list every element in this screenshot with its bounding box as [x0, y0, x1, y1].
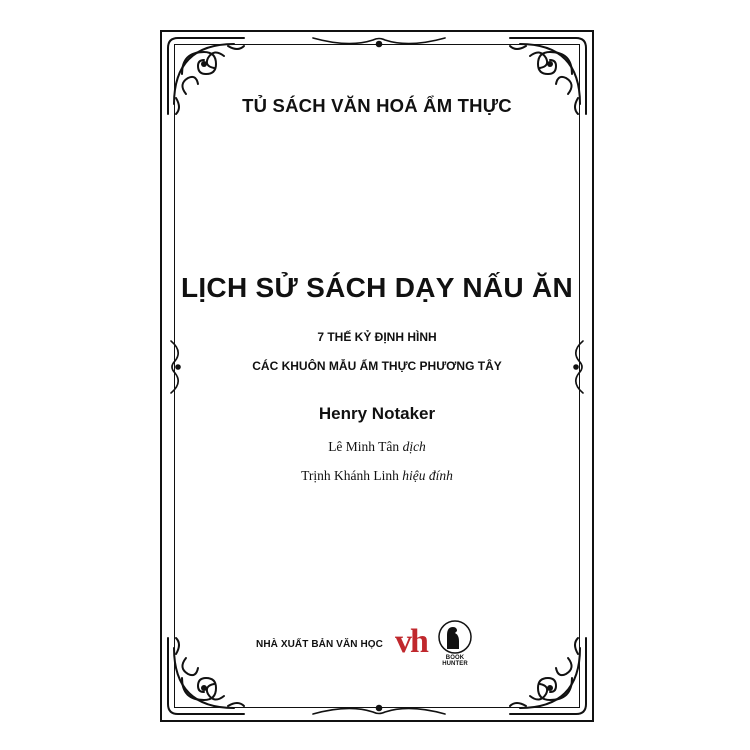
subtitle-line-2: CÁC KHUÔN MẪU ẨM THỰC PHƯƠNG TÂY: [252, 359, 502, 373]
subtitle-line-1: 7 THẾ KỶ ĐỊNH HÌNH: [317, 330, 437, 344]
publisher-logo: vh: [395, 623, 427, 660]
bottom-ornament-icon: [309, 702, 449, 718]
translator-credit: [162, 439, 592, 455]
series-name: TỦ SÁCH VĂN HOÁ ẨM THỰC: [242, 95, 512, 116]
book-cover: [160, 30, 594, 722]
inner-border: [174, 44, 580, 708]
top-ornament-icon: [309, 34, 449, 50]
book-hunter-icon: [433, 619, 477, 655]
corner-ornament-bottom-left-icon: [164, 634, 248, 718]
translator-name: Lê Minh Tân: [328, 439, 400, 454]
editor-name: Trịnh Khánh Linh: [301, 468, 399, 483]
partner-logo-text: BOOK HUNTER: [442, 655, 468, 667]
book-hunter-logo: [433, 619, 477, 667]
author-name: Henry Notaker: [318, 404, 436, 423]
translator-role: dịch: [402, 439, 426, 454]
editor-role: hiệu đính: [402, 468, 453, 483]
publisher-name: NHÀ XUẤT BẢN VĂN HỌC: [256, 639, 383, 650]
book-title: LỊCH SỬ SÁCH DẠY NẤU ĂN: [180, 272, 574, 303]
editor-credit: [162, 468, 592, 484]
corner-ornament-bottom-right-icon: [506, 634, 590, 718]
